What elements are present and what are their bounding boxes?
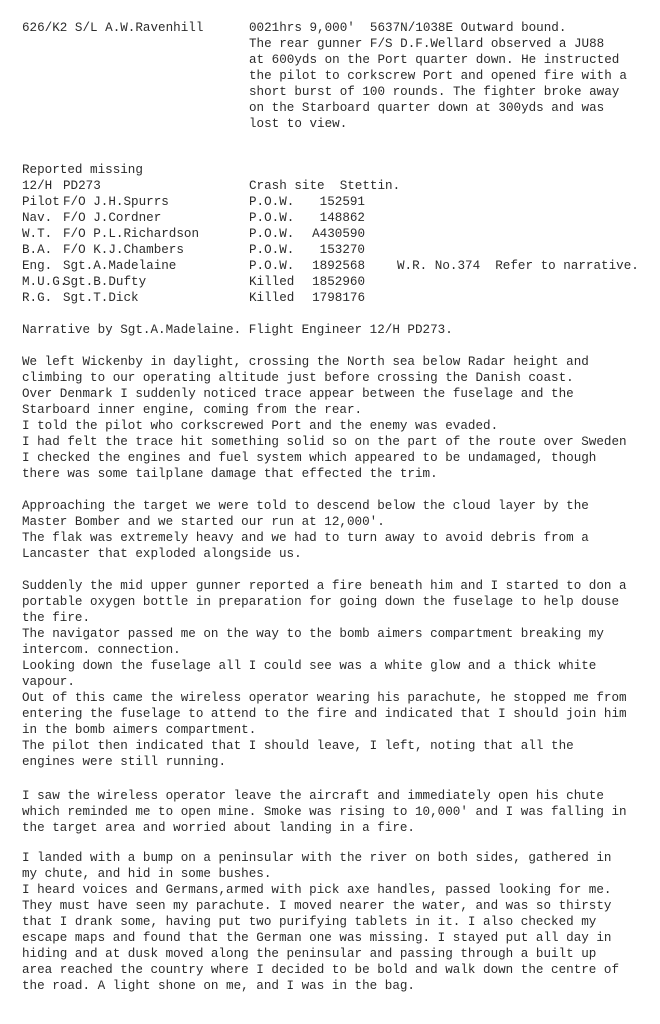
narrative-paragraph — [22, 354, 658, 482]
crew-role: B.A. — [22, 243, 53, 257]
crew-number: 1892568 — [312, 259, 365, 273]
crew-role: W.T. — [22, 227, 53, 241]
crew-role: Eng. — [22, 259, 53, 273]
report-line: 0021hrs 9,000' 5637N/1038E Outward bound. — [249, 21, 567, 35]
crew-status: P.O.W. — [249, 259, 295, 273]
narrative-paragraph — [22, 788, 658, 836]
report-line: The rear gunner F/S D.F.Wellard observed a JU88 — [249, 37, 605, 51]
narrative-line: I had felt the trace hit something solid so on the part of the route over Sweden — [22, 435, 627, 449]
report-line: on the Starboard quarter down at 300yds and was — [249, 101, 605, 115]
narrative-line: Over Denmark I suddenly noticed trace appear between the fuselage and the — [22, 387, 574, 401]
narrative-line: the target area and worried about landing in a fire. — [22, 821, 415, 835]
crew-name: F/O P.L.Richardson — [63, 227, 200, 241]
crew-name: Sgt.A.Madelaine — [63, 259, 177, 273]
narrative-line: We left Wickenby in daylight, crossing the North sea below Radar height and — [22, 355, 589, 369]
report-line: the pilot to corkscrew Port and opened fire with a — [249, 69, 627, 83]
narrative-line: I landed with a bump on a peninsular with the river on both sides, gathered in — [22, 851, 612, 865]
narrative-line: the fire. — [22, 611, 91, 625]
crew-note: W.R. No.374 Refer to narrative. — [397, 259, 639, 273]
narrative-title: Narrative by Sgt.A.Madelaine. Flight Engineer 12/H PD273. — [22, 323, 453, 337]
narrative-line: in the bomb aimers compartment. — [22, 723, 257, 737]
narrative-line: Master Bomber and we started our run at 12,000'. — [22, 515, 385, 529]
report-line: at 600yds on the Port quarter down. He instructed — [249, 53, 620, 67]
crew-role: Pilot — [22, 195, 60, 209]
narrative-line: portable oxygen bottle in preparation for going down the fuselage to help douse — [22, 595, 620, 609]
report-line: lost to view. — [249, 117, 348, 131]
crew-number: 148862 — [319, 211, 365, 225]
crash-site: Crash site Stettin. — [249, 179, 401, 193]
narrative-paragraph — [22, 498, 658, 562]
crew-status: Killed — [249, 275, 295, 289]
crew-number: A430590 — [312, 227, 365, 241]
narrative-line: I saw the wireless operator leave the aircraft and immediately open his chute — [22, 789, 604, 803]
narrative-line: intercom. connection. — [22, 643, 181, 657]
narrative-line: Approaching the target we were told to descend below the cloud layer by the — [22, 499, 589, 513]
crew-name: F/O J.Cordner — [63, 211, 162, 225]
narrative-line: which reminded me to open mine. Smoke was rising to 10,000' and I was falling in — [22, 805, 627, 819]
narrative-line: Looking down the fuselage all I could see was a white glow and a thick white — [22, 659, 597, 673]
narrative-line: They must have seen my parachute. I moved nearer the water, and was so thirsty — [22, 899, 612, 913]
crew-status: P.O.W. — [249, 243, 295, 257]
narrative-paragraph — [22, 578, 658, 770]
narrative-line: escape maps and found that the German one was missing. I stayed put all day in — [22, 931, 612, 945]
crew-status: P.O.W. — [249, 195, 295, 209]
narrative-line: Lancaster that exploded alongside us. — [22, 547, 302, 561]
narrative-line: I heard voices and Germans,armed with pick axe handles, passed looking for me. — [22, 883, 612, 897]
crew-role: R.G. — [22, 291, 53, 305]
crew-role: M.U.G. — [22, 275, 68, 289]
crew-number: 1852960 — [312, 275, 365, 289]
aircraft-pilot-label: 626/K2 S/L A.W.Ravenhill — [22, 21, 204, 35]
narrative-line: vapour. — [22, 675, 75, 689]
narrative-line: climbing to our operating altitude just before crossing the Danish coast. — [22, 371, 574, 385]
narrative-line: Out of this came the wireless operator wearing his parachute, he stopped me from — [22, 691, 627, 705]
narrative-line: I told the pilot who corkscrewed Port and the enemy was evaded. — [22, 419, 499, 433]
crew-name: F/O J.H.Spurrs — [63, 195, 169, 209]
crew-status: P.O.W. — [249, 227, 295, 241]
narrative-line: entering the fuselage to attend to the fire and indicated that I should join him — [22, 707, 627, 721]
narrative-line: engines were still running. — [22, 755, 227, 769]
crew-role: Nav. — [22, 211, 53, 225]
narrative-paragraph — [22, 850, 658, 994]
aircraft-code: 12/H — [22, 179, 53, 193]
narrative-line: Suddenly the mid upper gunner reported a fire beneath him and I started to don a — [22, 579, 627, 593]
crew-name: Sgt.T.Dick — [63, 291, 139, 305]
missing-title: Reported missing — [22, 163, 143, 177]
narrative-line: The flak was extremely heavy and we had to turn away to avoid debris from a — [22, 531, 589, 545]
crew-status: Killed — [249, 291, 295, 305]
crew-number: 152591 — [319, 195, 365, 209]
narrative-line: The pilot then indicated that I should leave, I left, noting that all the — [22, 739, 574, 753]
crew-number: 153270 — [319, 243, 365, 257]
narrative-line: my chute, and hid in some bushes. — [22, 867, 272, 881]
narrative-line: there was some tailplane damage that effected the trim. — [22, 467, 438, 481]
narrative-line: the road. A light shone on me, and I was in the bag. — [22, 979, 415, 993]
crew-number: 1798176 — [312, 291, 365, 305]
narrative-line: that I drank some, having put two purifying tablets in it. I also checked my — [22, 915, 597, 929]
crew-status: P.O.W. — [249, 211, 295, 225]
narrative-line: hiding and at dusk moved along the peninsular and passing through a built up — [22, 947, 597, 961]
narrative-line: Starboard inner engine, coming from the rear. — [22, 403, 363, 417]
narrative-line: The navigator passed me on the way to the bomb aimers compartment breaking my — [22, 627, 604, 641]
crew-name: Sgt.B.Dufty — [63, 275, 147, 289]
narrative-line: I checked the engines and fuel system which appeared to be undamaged, though — [22, 451, 597, 465]
aircraft-serial: PD273 — [63, 179, 101, 193]
crew-name: F/O K.J.Chambers — [63, 243, 184, 257]
narrative-line: area reached the country where I decided to be bold and walk down the centre of — [22, 963, 620, 977]
report-line: short burst of 100 rounds. The fighter broke away — [249, 85, 620, 99]
